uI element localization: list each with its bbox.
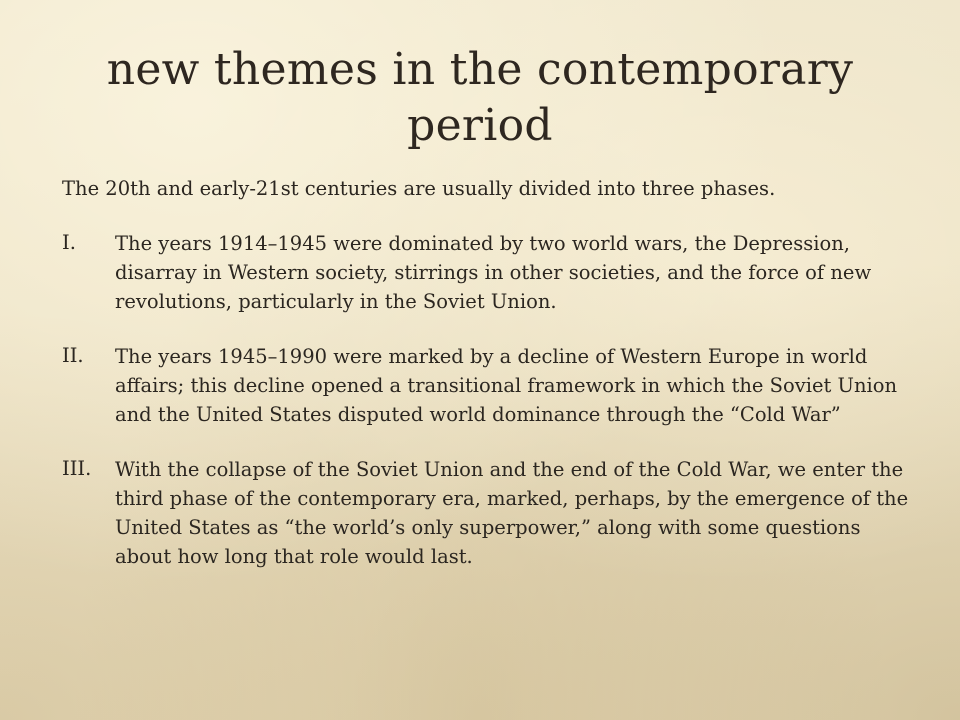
list-item-text: The years 1914–1945 were dominated by two world wars, the Depression, disarray in Western society, stirrings in other societies, and the force of new revolutions, particularly in the Soviet Union. xyxy=(115,232,872,313)
list-item xyxy=(62,229,922,316)
list-item xyxy=(62,342,922,429)
list-item-text: With the collapse of the Soviet Union and the end of the Cold War, we enter the third phase of the contemporary era, marked, perhaps, by the emergence of the United States as “the world’s only superpower,” along with some questions about how long that role would last. xyxy=(115,458,909,568)
intro-text: The 20th and early-21st centuries are usually divided into three phases. xyxy=(62,177,776,200)
list-numeral: III. xyxy=(62,457,92,480)
list-numeral: II. xyxy=(62,344,84,367)
list-item-text: The years 1945–1990 were marked by a decline of Western Europe in world affairs; this decline opened a transitional framework in which the Soviet Union and the United States disputed world dominance through the “Cold War” xyxy=(115,345,898,426)
phase-list xyxy=(62,229,922,597)
slide-title: new themes in the contemporary period xyxy=(106,44,854,151)
list-numeral: I. xyxy=(62,231,76,254)
list-item xyxy=(62,455,922,571)
